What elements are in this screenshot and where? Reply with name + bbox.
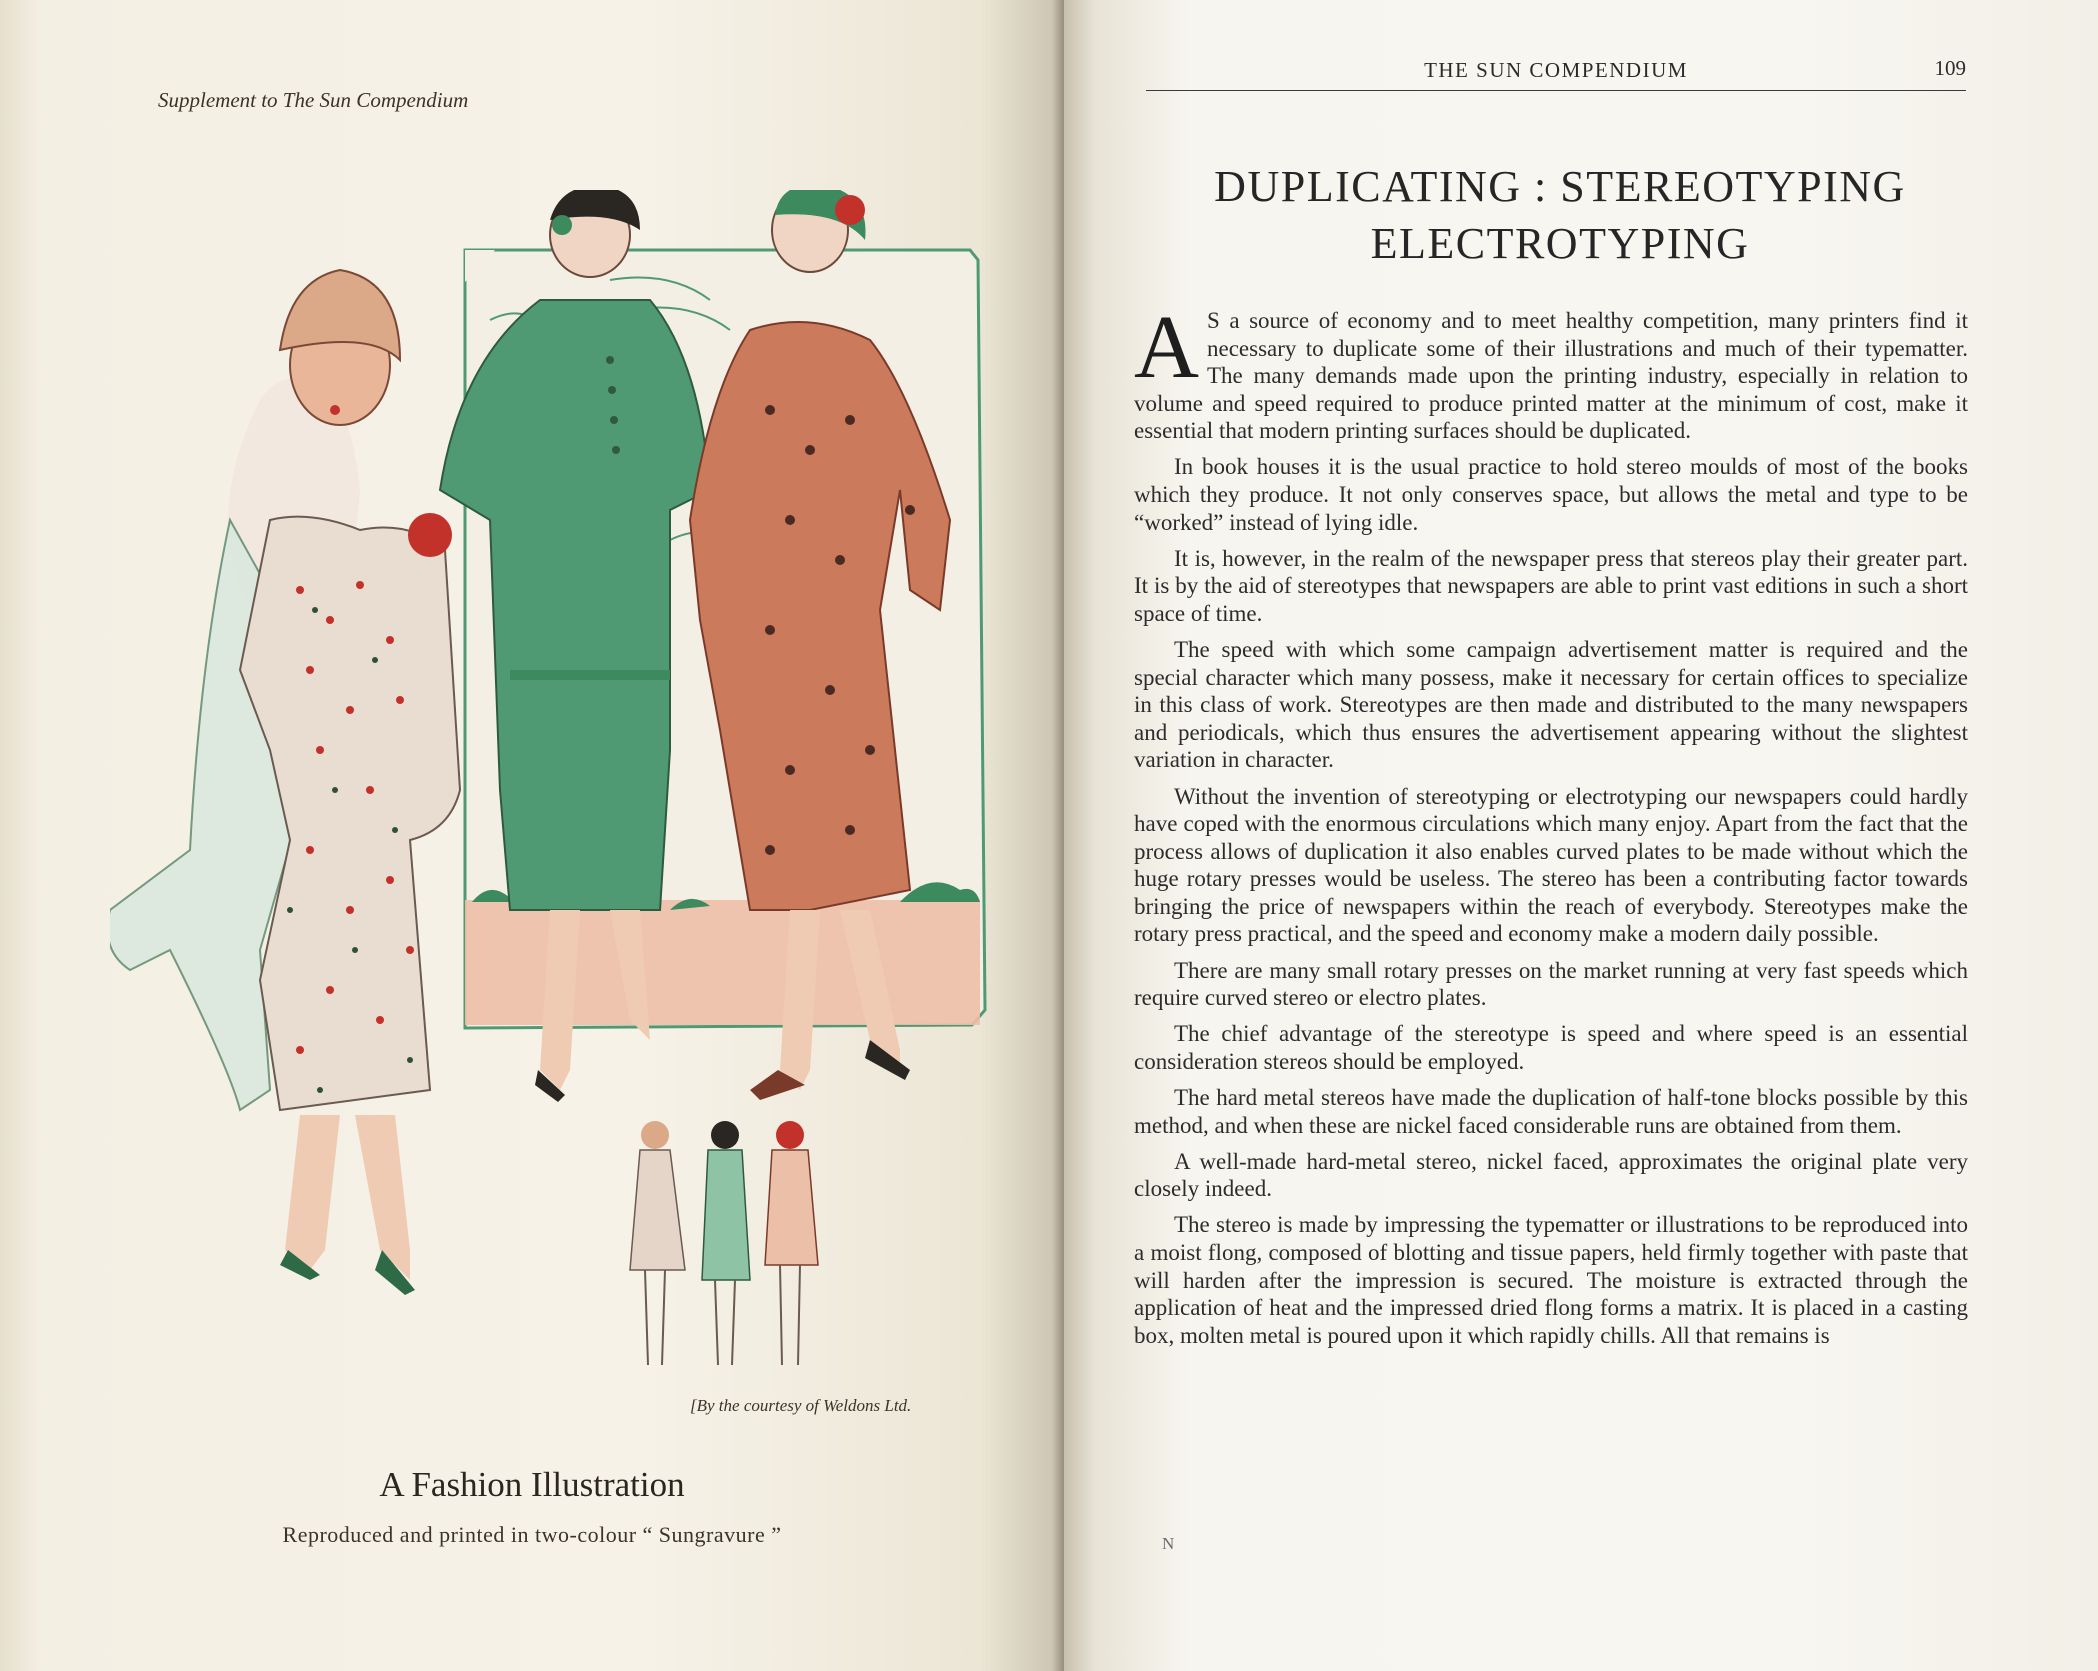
paragraph-1-text: S a source of economy and to meet healthy competition, many printers find it necessary to duplicate some of their illustrations and much of their typematter. The many demands made upon the printing industry, especially in relation to volume and speed required to produce printed matter at the minimum of cost, make it essential that modern printing surfaces should be duplicated. (1134, 308, 1968, 444)
supplement-note: Supplement to The Sun Compendium (158, 88, 469, 112)
paragraph-3: It is, however, in the realm of the newspaper press that stereos play their greater part. It is by the aid of stereotypes that newspapers are able to print vast editions in such a short space of time. (1134, 545, 1968, 626)
heading-line-2: ELECTROTYPING (1370, 219, 1750, 268)
paragraph-1 (1134, 298, 1968, 445)
page-number: 109 (1934, 56, 1966, 80)
heading-line-1: DUPLICATING : STEREOTYPING (1214, 162, 1906, 211)
chapter-heading (1140, 158, 1980, 272)
caption-subtitle: Reproduced and printed in two-colour “ Sungravure ” (282, 1522, 782, 1547)
paragraph-9: A well-made hard-metal stereo, nickel faced, approximates the original plate very closely indeed. (1134, 1148, 1968, 1202)
paragraph-2: In book houses it is the usual practice to hold stereo moulds of most of the books which they produce. It not only conserves space, but allows the metal and type to be “worked” instead of lying idle. (1134, 454, 1968, 535)
paragraph-6: There are many small rotary presses on the market running at very fast speeds which require curved stereo or electro plates. (1134, 957, 1968, 1011)
figure-left (110, 270, 460, 1295)
signature-mark: N (1162, 1534, 1175, 1553)
courtesy-credit: [By the courtesy of Weldons Ltd. (690, 1396, 912, 1415)
running-head-title: THE SUN COMPENDIUM (1424, 58, 1688, 82)
paragraph-5: Without the invention of stereotyping or electrotyping our newspapers could hardly have coped with the enormous circulations which many enjoy. Apart from the fact that the process allows of duplication it also enables curved plates to be made without which the huge rotary presses would be useless. The stereo has been a contributing factor towards bringing the price of newspapers within the reach of everybody. Stereotypes make the rotary press practical, and the speed and economy make a modern daily possible. (1134, 783, 1968, 947)
fashion-illustration (110, 190, 1010, 1390)
body-text (1134, 298, 1968, 1358)
running-head (1146, 56, 1966, 91)
paragraph-10: The stereo is made by impressing the typematter or illustrations to be reproduced into a moist flong, composed of blotting and tissue papers, held firmly together with paste that will harden after the impression is secured. The moisture is extracted through the application of heat and the impressed dried flong forms a matrix. It is placed in a casting box, molten metal is poured upon it which rapidly chills. All that remains is (1134, 1212, 1968, 1348)
paragraph-7: The chief advantage of the stereotype is speed and where speed is an essential consideration stereos should be employed. (1134, 1021, 1968, 1074)
caption-title: A Fashion Illustration (379, 1465, 685, 1504)
paragraph-8: The hard metal stereos have made the duplication of half-tone blocks possible by this method, and when these are nickel faced considerable runs are obtained from them. (1134, 1084, 1968, 1138)
paragraph-4: The speed with which some campaign advertisement matter is required and the special character which many possess, make it necessary for certain offices to specialize in this class of work. Stereotypes are then made and distributed to the many newspapers and periodicals, which thus ensures the advertisement appearing without the slightest variation in character. (1134, 637, 1968, 773)
drop-cap: A (1134, 298, 1199, 397)
back-view-figures (630, 1121, 818, 1365)
